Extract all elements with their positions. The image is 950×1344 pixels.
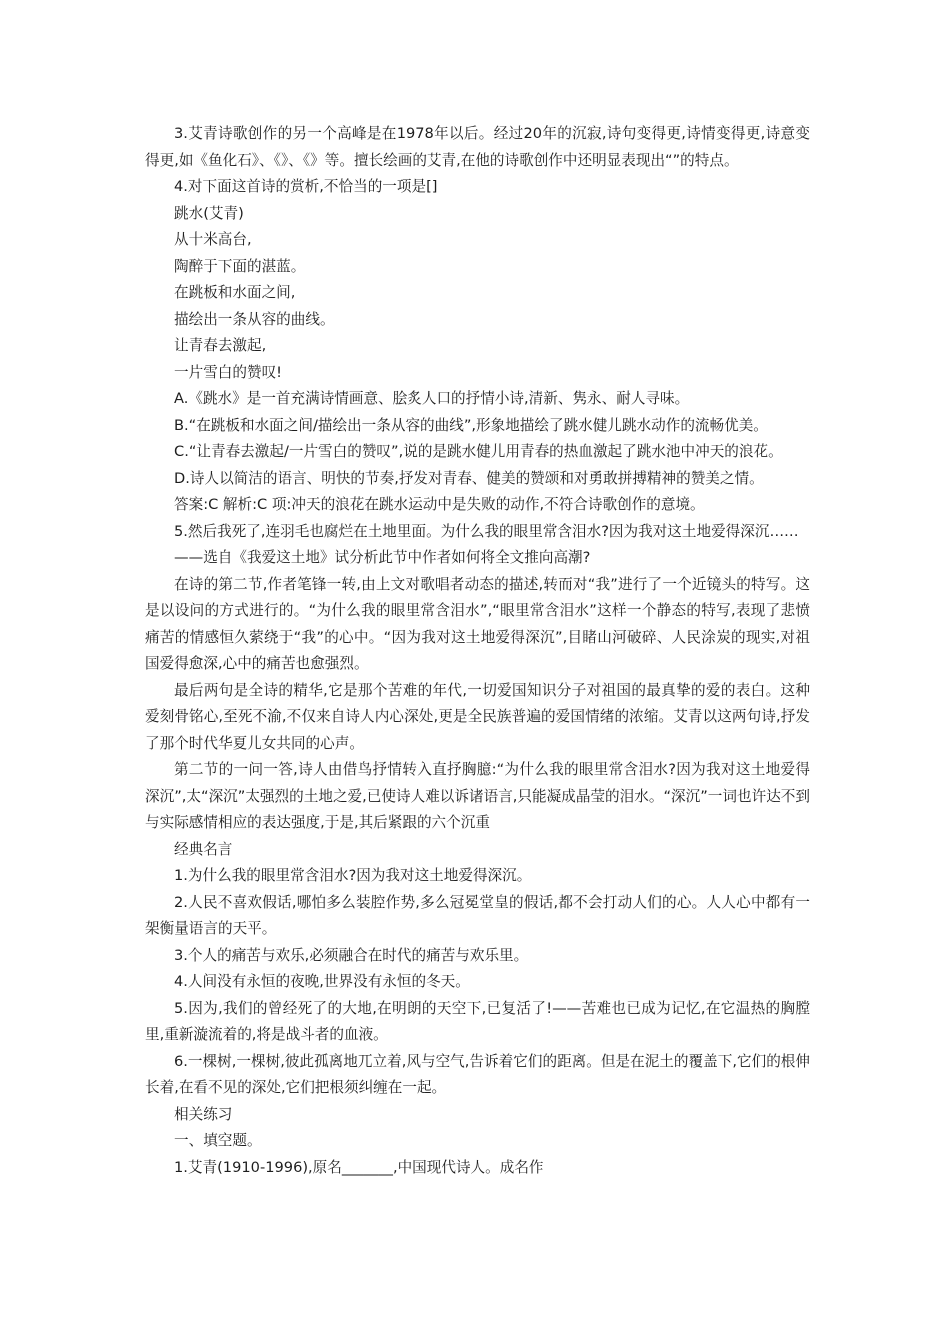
poem-line: 陶醉于下面的湛蓝。 xyxy=(174,257,306,275)
quote-item: 2.人民不喜欢假话,哪怕多么装腔作势,多么冠冕堂皇的假话,都不会打动人们的心。人人心中都有一架衡量语言的天平。 xyxy=(145,893,810,937)
analysis-paragraph: 在诗的第二节,作者笔锋一转,由上文对歌唱者动态的描述,转而对“我”进行了一个近镜头的特写。这是以设问的方式进行的。“为什么我的眼里常含泪水”,“眼里常含泪水”这样一个静态的特写,表现了悲愤痛苦的情感恒久萦绕于“我”的心中。“因为我对这土地爱得深沉”,目睹山河破碎、人民涂炭的现实,对祖国爱得愈深,心中的痛苦也愈强烈。 xyxy=(145,575,810,672)
analysis-paragraph: 最后两句是全诗的精华,它是那个苦难的年代,一切爱国知识分子对祖国的最真挚的爱的表白。这种爱刻骨铭心,至死不渝,不仅来自诗人内心深处,更是全民族普遍的爱国情绪的浓缩。艾青以这两句诗,抒发了那个时代华夏儿女共同的心声。 xyxy=(145,681,810,752)
question-4: 4.对下面这首诗的赏析,不恰当的一项是[] xyxy=(174,178,438,195)
poem-line: 在跳板和水面之间, xyxy=(174,284,296,301)
poem-line: 让青春去激起, xyxy=(174,337,267,354)
question-5-source: ——选自《我爱这土地》试分析此节中作者如何将全文推向高潮? xyxy=(174,549,591,566)
option-a: A.《跳水》是一首充满诗情画意、脍炙人口的抒情小诗,清新、隽永、耐人寻味。 xyxy=(174,390,690,407)
quote-item: 1.为什么我的眼里常含泪水?因为我对这土地爱得深沉。 xyxy=(174,867,532,884)
section-heading-quotes: 经典名言 xyxy=(174,840,233,858)
exercise-heading: 一、填空题。 xyxy=(174,1132,262,1149)
poem-title: 跳水(艾青) xyxy=(174,204,244,222)
quote-item: 5.因为,我们的曾经死了的大地,在明朗的天空下,已复活了!——苦难也已成为记忆,在它温热的胸膛里,重新漩流着的,将是战斗者的血液。 xyxy=(145,999,810,1043)
option-c: C.“让青春去激起/一片雪白的赞叹”,说的是跳水健儿用青春的热血激起了跳水池中冲天的浪花。 xyxy=(174,443,783,460)
quote-item: 3.个人的痛苦与欢乐,必须融合在时代的痛苦与欢乐里。 xyxy=(174,946,529,964)
poem-line: 从十米高台, xyxy=(174,231,252,248)
document-body xyxy=(145,121,810,1181)
quote-item: 6.一棵树,一棵树,彼此孤离地兀立着,风与空气,告诉着它们的距离。但是在泥土的覆盖下,它们的根伸长着,在看不见的深处,它们把根须纠缠在一起。 xyxy=(145,1052,810,1096)
quote-item: 4.人间没有永恒的夜晚,世界没有永恒的冬天。 xyxy=(174,973,470,990)
option-b: B.“在跳板和水面之间/描绘出一条从容的曲线”,形象地描绘了跳水健儿跳水动作的流畅优美。 xyxy=(174,416,768,434)
exercise-item: 1.艾青(1910-1996),原名_______,中国现代诗人。成名作 xyxy=(174,1158,544,1176)
poem-line: 描绘出一条从容的曲线。 xyxy=(174,310,335,328)
section-heading-exercises: 相关练习 xyxy=(174,1105,233,1123)
option-d: D.诗人以简洁的语言、明快的节奏,抒发对青春、健美的赞颂和对勇敢拼搏精神的赞美之情。 xyxy=(174,469,764,487)
answer-explanation: 答案:C 解析:C 项:冲天的浪花在跳水运动中是失败的动作,不符合诗歌创作的意境。 xyxy=(174,496,705,513)
question-3: 3.艾青诗歌创作的另一个高峰是在1978年以后。经过20年的沉寂,诗句变得更,诗情变得更,诗意变得更,如《鱼化石》、《》、《》等。擅长绘画的艾青,在他的诗歌创作中还明显表现出“”的特点。 xyxy=(145,125,810,169)
question-5: 5.然后我死了,连羽毛也腐烂在土地里面。为什么我的眼里常含泪水?因为我对这土地爱得深沉…… xyxy=(174,522,799,540)
poem-line: 一片雪白的赞叹! xyxy=(174,363,283,381)
analysis-paragraph: 第二节的一问一答,诗人由借鸟抒情转入直抒胸臆:“为什么我的眼里常含泪水?因为我对这土地爱得深沉”,太“深沉”太强烈的土地之爱,已使诗人难以诉诸语言,只能凝成晶莹的泪水。“深沉”一词也许达不到与实际感情相应的表达强度,于是,其后紧跟的六个沉重 xyxy=(145,761,810,831)
